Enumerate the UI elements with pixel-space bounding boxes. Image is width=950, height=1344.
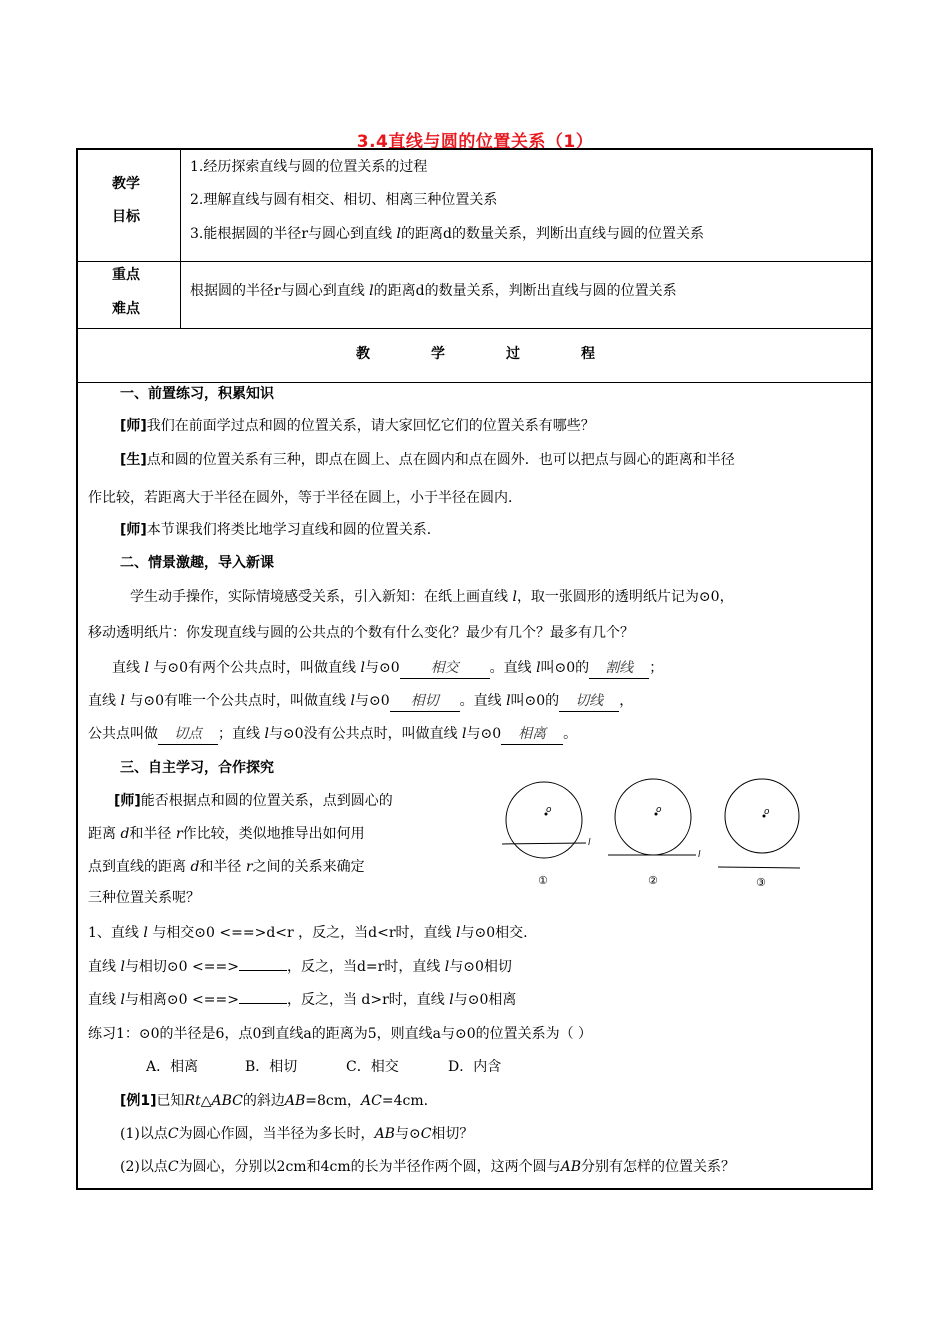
figure-2-tangent (608, 779, 701, 887)
section3-q4: 三种位置关系呢？ (88, 890, 200, 906)
answer-fill: 切线 (559, 691, 619, 712)
section3-q3: 点到直线的距离 d和半径 r之间的关系来确定 (88, 859, 365, 875)
objective-3: 3.能根据圆的半径r与圆心到直线 l的距离d的数量关系，判断出直线与圆的位置关系 (190, 226, 704, 242)
section1-heading: 一、前置练习，积累知识 (120, 386, 274, 402)
key-points-text: 根据圆的半径r与圆心到直线 l的距离d的数量关系，判断出直线与圆的位置关系 (190, 283, 677, 299)
answer-fill: 割线 (589, 658, 649, 679)
process-header-4: 程 (581, 346, 595, 362)
exercise-option-d: D．内含 (448, 1059, 502, 1075)
center-label: o (764, 807, 770, 817)
objectives-label-1: 教学 (112, 176, 140, 192)
section1-p2-cont: 作比较，若距离大于半径在圆外，等于半径在圆上，小于半径在圆内． (88, 490, 522, 506)
process-header-2: 学 (431, 346, 445, 362)
section2-p1: 学生动手操作，实际情境感受关系，引入新知：在纸上画直线 l，取一张圆形的透明纸片记为⊙0， (130, 589, 734, 605)
row-divider (78, 382, 871, 383)
section1-p3: [师]本节课我们将类比地学习直线和圆的位置关系． (120, 522, 441, 538)
figure-label: ② (648, 874, 658, 887)
circle (725, 779, 799, 853)
key-points-label-1: 重点 (112, 267, 140, 283)
objectives-label-2: 目标 (112, 209, 140, 225)
relation-2: 直线 l与相切⊙0 <==> ，反之，当d=r时，直线 l与⊙0相切 (88, 959, 512, 975)
section1-p1: [师]我们在前面学过点和圆的位置关系，请大家回忆它们的位置关系有哪些？ (120, 418, 595, 434)
section3-q1: [师]能否根据点和圆的位置关系，点到圆心的 (114, 793, 393, 809)
key-points-label-2: 难点 (112, 301, 140, 317)
exercise-option-b: B．相切 (245, 1059, 298, 1075)
figure-label: ③ (756, 876, 766, 889)
section2-p2: 移动透明纸片：你发现直线与圆的公共点的个数有什么变化？最少有几个？最多有几个？ (88, 625, 634, 641)
process-header-1: 教 (356, 346, 370, 362)
answer-fill: 相切 (390, 691, 460, 712)
circle (506, 782, 582, 858)
line-label: l (588, 838, 591, 848)
line (718, 867, 800, 868)
process-header-3: 过 (506, 346, 520, 362)
line-label: l (698, 850, 701, 860)
relation-1: 1、直线 l 与相交⊙0 <==>d<r ，反之，当d<r时，直线 l与⊙0相交. (88, 925, 528, 941)
answer-blank (239, 970, 287, 971)
objective-2: 2.理解直线与圆有相交、相切、相离三种位置关系 (190, 192, 498, 208)
relation-3: 直线 l与相离⊙0 <==> ，反之，当 d>r时，直线 l与⊙0相离 (88, 992, 517, 1008)
center-label: o (546, 805, 552, 815)
example-statement: [例1]已知Rt△ABC的斜边AB=8cm，AC=4cm. (120, 1093, 429, 1109)
objective-1: 1.经历探索直线与圆的位置关系的过程 (190, 159, 428, 175)
exercise-option-c: C．相交 (346, 1059, 399, 1075)
page-title: 3.4直线与圆的位置关系（1） (356, 132, 594, 152)
row-divider (78, 261, 871, 262)
answer-fill: 相离 (501, 724, 563, 745)
section1-p2: [生]点和圆的位置关系有三种，即点在圆上、点在圆内和点在圆外．也可以把点与圆心的距离和半径 (120, 452, 735, 468)
answer-fill: 相交 (400, 658, 490, 679)
answer-blank (239, 1003, 287, 1004)
example-question-1: (1)以点C为圆心作圆，当半径为多长时，AB与⊙C相切？ (120, 1126, 474, 1142)
section2-line3: 公共点叫做 切点 ；直线 l与⊙0没有公共点时，叫做直线 l与⊙0 相离 。 (88, 724, 577, 745)
section2-line1: 直线 l 与⊙0有两个公共点时，叫做直线 l与⊙0 相交 。直线 l叫⊙0的 割线 ； (112, 658, 663, 679)
section3-q2: 距离 d和半径 r作比较，类似地推导出如何用 (88, 826, 365, 842)
circle-line-figures (490, 770, 830, 900)
column-divider (180, 150, 181, 328)
exercise-question: 练习1：⊙0的半径是6，点0到直线a的距离为5，则直线a与⊙0的位置关系为（ ） (88, 1026, 593, 1042)
section3-heading: 三、自主学习，合作探究 (120, 760, 274, 776)
answer-fill: 切点 (158, 724, 218, 745)
exercise-option-a: A．相离 (146, 1059, 199, 1075)
row-divider (78, 328, 871, 329)
center-label: o (656, 805, 662, 815)
section2-line2: 直线 l 与⊙0有唯一个公共点时，叫做直线 l与⊙0 相切 。直线 l叫⊙0的 切线 ， (88, 691, 633, 712)
example-question-2: (2)以点C为圆心，分别以2cm和4cm的长为半径作两个圆，这两个圆与AB分别有怎样的位置关系？ (120, 1159, 736, 1175)
figure-1-intersecting (502, 782, 591, 887)
section2-heading: 二、情景激趣，导入新课 (120, 555, 274, 571)
circle (615, 779, 691, 855)
figure-3-separate (718, 779, 800, 889)
figure-label: ① (538, 874, 548, 887)
